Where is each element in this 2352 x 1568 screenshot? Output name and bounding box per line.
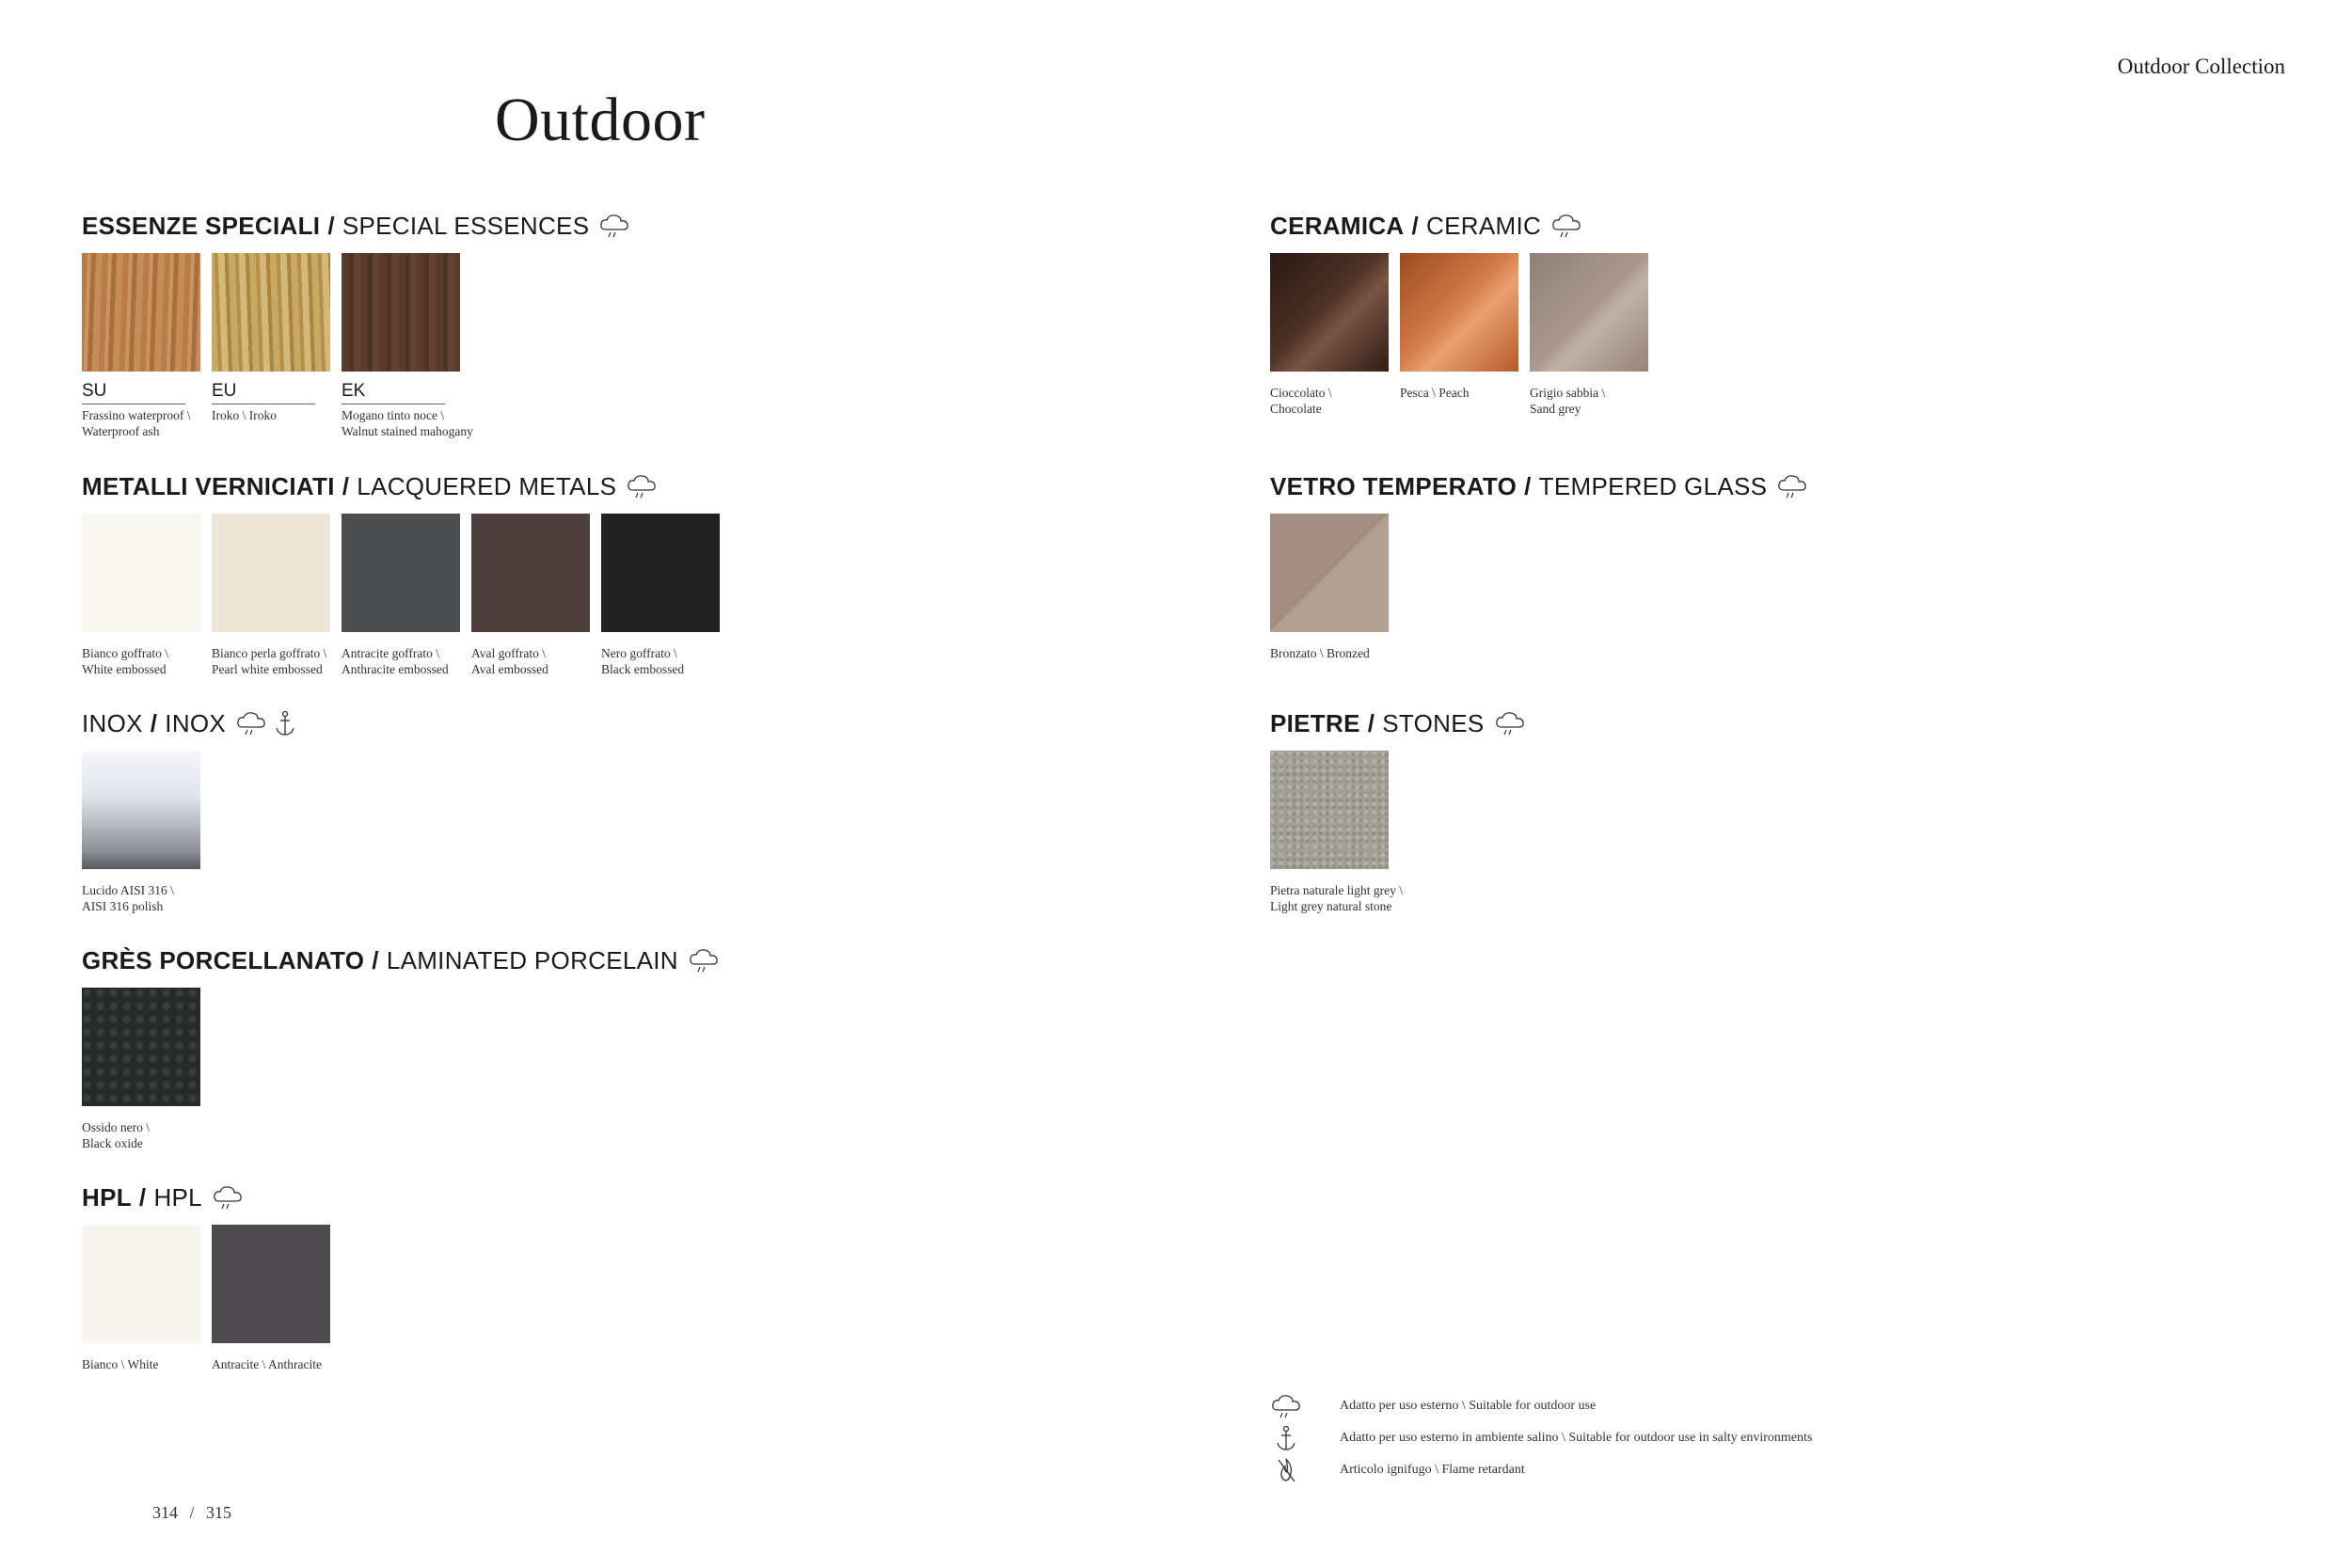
swatch-caption: AISI 316 polish	[82, 899, 164, 913]
swatch-cioccolato[interactable]	[1270, 253, 1389, 417]
swatch-chip	[1400, 253, 1518, 372]
title-italian: VETRO TEMPERATO	[1270, 471, 1518, 500]
title-separator: /	[327, 211, 335, 240]
rain-cloud-icon	[626, 473, 658, 499]
swatch-caption: Bianco \ White	[82, 1357, 159, 1371]
swatch-caption: Antracite goffrato \	[342, 646, 439, 660]
swatch-caption: Pietra naturale light grey \	[1270, 883, 1403, 897]
swatch-caption: Light grey natural stone	[1270, 899, 1392, 913]
title-italian: ESSENZE SPECIALI	[82, 211, 321, 240]
collection-label: Outdoor Collection	[2117, 55, 2285, 78]
swatch-hpl-bianco[interactable]	[82, 1225, 200, 1372]
swatch-chip	[471, 514, 590, 632]
swatch-nero-goffrato[interactable]	[601, 514, 720, 677]
swatch-chip	[342, 514, 460, 632]
section-title	[82, 210, 630, 242]
swatch-lucido-aisi[interactable]	[82, 751, 200, 914]
swatch-caption: Pesca \ Peach	[1400, 386, 1470, 400]
swatch-chip	[601, 514, 720, 632]
swatch-chip	[212, 1225, 330, 1343]
section-hpl	[82, 1181, 330, 1372]
legend-text: Adatto per uso esterno \ Suitable for outdoor use	[1340, 1399, 1597, 1413]
section-special-essences	[82, 210, 630, 439]
swatch-caption: Bianco perla goffrato \	[212, 646, 327, 660]
swatch-pietra-naturale[interactable]	[1270, 751, 1403, 914]
swatch-caption: Aval embossed	[471, 662, 548, 676]
swatch-hpl-antracite[interactable]	[212, 1225, 330, 1372]
swatch-caption: Ossido nero \	[82, 1120, 150, 1134]
swatch-caption: Waterproof ash	[82, 424, 160, 438]
legend-row	[1270, 1454, 1812, 1486]
swatch-caption: Cioccolato \	[1270, 386, 1332, 400]
swatch-code: EU	[212, 381, 315, 404]
swatch-caption: Pearl white embossed	[212, 662, 323, 676]
swatch-aval-goffrato[interactable]	[471, 514, 590, 677]
rain-cloud-icon	[1270, 1393, 1302, 1419]
rain-cloud-icon	[688, 947, 720, 974]
swatch-caption: White embossed	[82, 662, 167, 676]
swatch-grigio-sabbia[interactable]	[1530, 253, 1648, 417]
title-english: HPL	[153, 1182, 202, 1212]
swatch-chip	[82, 988, 200, 1106]
title-english: INOX	[165, 708, 227, 737]
swatch-frassino[interactable]	[82, 253, 200, 439]
title-english: SPECIAL ESSENCES	[342, 211, 590, 240]
swatch-chip	[1530, 253, 1648, 372]
section-title	[1270, 707, 1526, 739]
swatch-iroko[interactable]	[212, 253, 330, 439]
section-ceramic	[1270, 210, 1648, 417]
title-italian: METALLI VERNICIATI	[82, 471, 335, 500]
swatch-caption: Frassino waterproof \	[82, 408, 191, 422]
swatch-caption: Bianco goffrato \	[82, 646, 168, 660]
title-english: TEMPERED GLASS	[1538, 471, 1768, 500]
section-title	[82, 944, 720, 976]
swatch-bianco-perla[interactable]	[212, 514, 330, 677]
swatch-caption: Iroko \ Iroko	[212, 408, 277, 422]
section-title	[1270, 470, 1808, 502]
title-italian: CERAMICA	[1270, 211, 1405, 240]
icon-legend	[1270, 1390, 1812, 1486]
swatch-chip	[1270, 751, 1389, 869]
swatch-caption: Black embossed	[601, 662, 685, 676]
section-title	[82, 470, 720, 502]
title-italian: GRÈS PORCELLANATO	[82, 945, 365, 974]
swatch-chip	[82, 514, 200, 632]
section-tempered-glass	[1270, 470, 1808, 661]
swatch-caption: Lucido AISI 316 \	[82, 883, 174, 897]
title-separator: /	[1367, 708, 1375, 737]
title-separator: /	[138, 1182, 147, 1212]
legend-row	[1270, 1390, 1812, 1422]
swatch-chip	[342, 253, 460, 372]
swatch-caption: Aval goffrato \	[471, 646, 546, 660]
rain-cloud-icon	[598, 213, 630, 239]
swatch-pesca[interactable]	[1400, 253, 1518, 417]
title-english: LACQUERED METALS	[357, 471, 617, 500]
legend-row	[1270, 1422, 1812, 1454]
swatch-chip	[212, 253, 330, 372]
rain-cloud-icon	[1494, 710, 1526, 736]
title-english: LAMINATED PORCELAIN	[386, 945, 678, 974]
swatch-caption: Bronzato \ Bronzed	[1270, 646, 1370, 660]
page-numbers: 314 / 315	[152, 1503, 232, 1522]
section-stones	[1270, 707, 1526, 914]
swatch-chip	[212, 514, 330, 632]
swatch-caption: Grigio sabbia \	[1530, 386, 1606, 400]
title-separator: /	[342, 471, 350, 500]
swatch-caption: Black oxide	[82, 1136, 143, 1150]
rain-cloud-icon	[1776, 473, 1808, 499]
legend-text: Articolo ignifugo \ Flame retardant	[1340, 1463, 1525, 1477]
anchor-icon	[269, 710, 301, 736]
swatch-caption: Mogano tinto noce \	[342, 408, 445, 422]
title-separator: /	[150, 708, 158, 737]
title-separator: /	[1524, 471, 1532, 500]
title-separator: /	[1411, 211, 1420, 240]
title-separator: /	[372, 945, 379, 974]
section-title	[82, 1181, 330, 1213]
page-title: Outdoor	[495, 86, 706, 154]
section-inox	[82, 707, 301, 914]
title-english: CERAMIC	[1426, 211, 1542, 240]
swatch-caption: Walnut stained mahogany	[342, 424, 473, 438]
rain-cloud-icon	[212, 1184, 244, 1211]
swatch-chip	[1270, 253, 1389, 372]
swatch-bronzato[interactable]	[1270, 514, 1389, 661]
section-title	[1270, 210, 1648, 242]
title-italian: HPL	[82, 1182, 132, 1212]
title-english: STONES	[1382, 708, 1485, 737]
swatch-chip	[82, 1225, 200, 1343]
swatch-caption: Nero goffrato \	[601, 646, 677, 660]
swatch-code: SU	[82, 381, 185, 404]
swatch-caption: Antracite \ Anthracite	[212, 1357, 322, 1371]
section-laminated-porcelain	[82, 944, 720, 1151]
swatch-mogano[interactable]	[342, 253, 473, 439]
swatch-bianco-goffrato[interactable]	[82, 514, 200, 677]
swatch-chip	[82, 751, 200, 869]
flame-retardant-icon	[1270, 1457, 1302, 1483]
swatch-chip	[82, 253, 200, 372]
swatch-antracite-goffrato[interactable]	[342, 514, 460, 677]
anchor-icon	[1270, 1425, 1302, 1451]
swatch-caption: Anthracite embossed	[342, 662, 449, 676]
section-title	[82, 707, 301, 739]
section-lacquered-metals	[82, 470, 720, 677]
title-italian: PIETRE	[1270, 708, 1360, 737]
swatch-chip	[1270, 514, 1389, 632]
swatch-code: EK	[342, 381, 445, 404]
rain-cloud-icon	[235, 710, 267, 736]
swatch-ossido-nero[interactable]	[82, 988, 200, 1151]
swatch-caption: Sand grey	[1530, 402, 1581, 416]
rain-cloud-icon	[1550, 213, 1582, 239]
legend-text: Adatto per uso esterno in ambiente salino \ Suitable for outdoor use in salty environments	[1340, 1431, 1813, 1445]
swatch-caption: Chocolate	[1270, 402, 1322, 416]
title-italian: INOX	[82, 708, 143, 737]
